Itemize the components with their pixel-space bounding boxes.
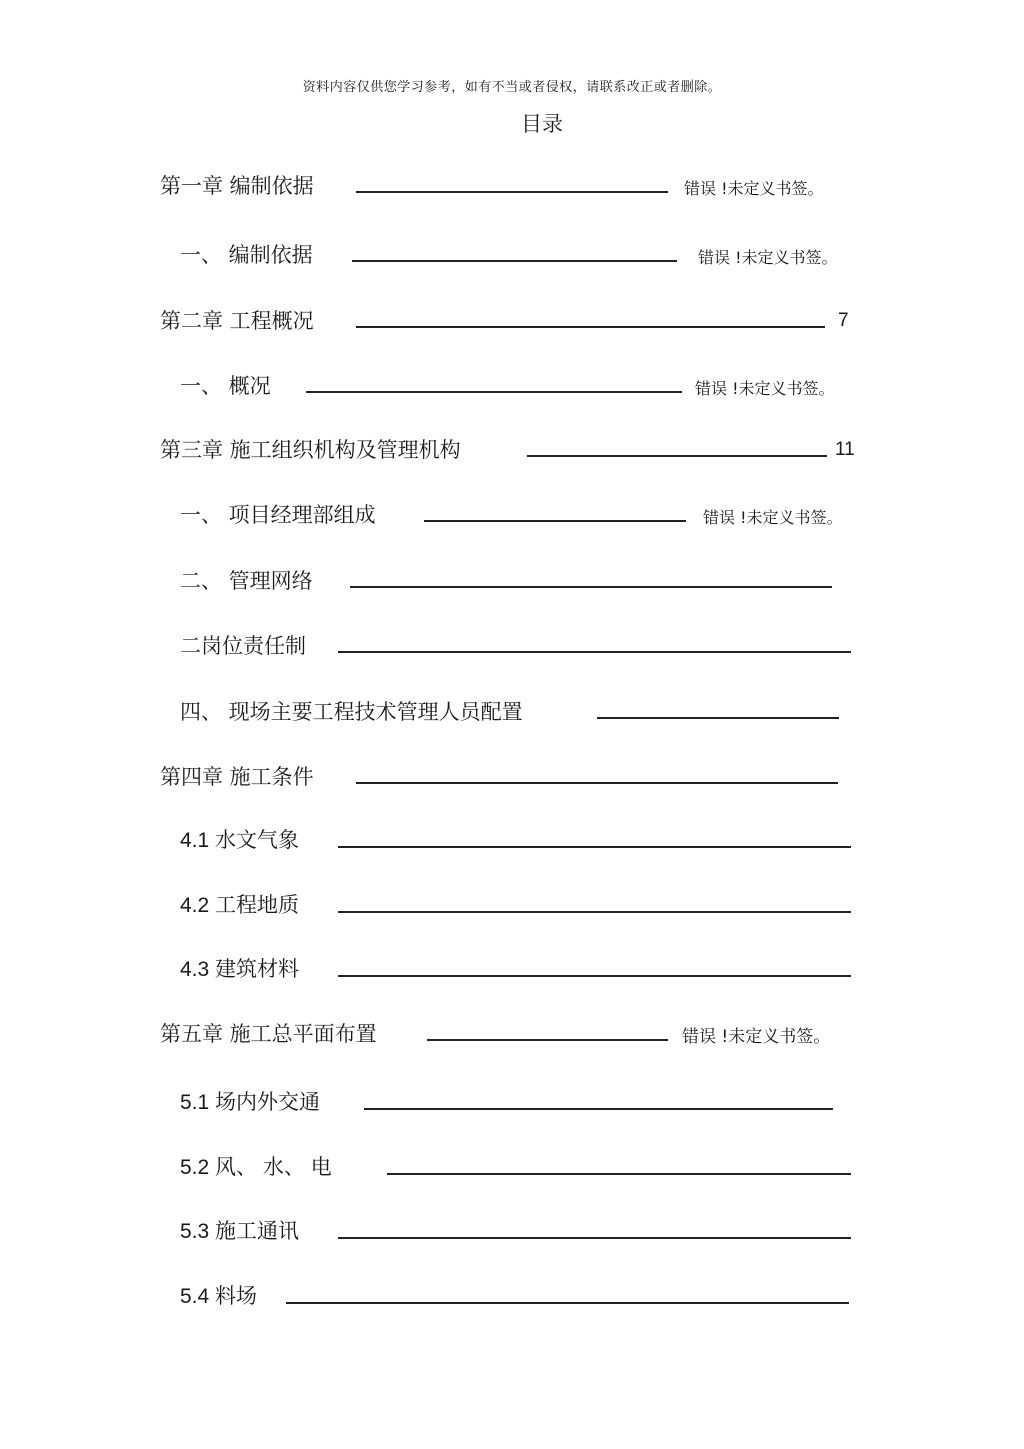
toc-entry-label: 第五章 施工总平面布置 bbox=[160, 1022, 377, 1046]
toc-entry[interactable] bbox=[160, 762, 860, 792]
toc-leader-line bbox=[338, 911, 851, 913]
toc-leader-line bbox=[427, 1039, 668, 1041]
toc-entry-label: 一、 编制依据 bbox=[180, 243, 313, 267]
toc-entry[interactable] bbox=[160, 435, 860, 465]
toc-entry[interactable] bbox=[180, 240, 860, 270]
toc-entry-page: 错误 !未定义书签。 bbox=[695, 379, 835, 398]
toc-entry-label: 4.3 建筑材料 bbox=[180, 958, 300, 981]
toc-entry-label: 二岗位责任制 bbox=[180, 634, 306, 658]
toc-leader-line bbox=[338, 846, 851, 848]
toc-entry[interactable] bbox=[180, 891, 860, 921]
toc-entry-page: 错误 !未定义书签。 bbox=[684, 179, 824, 198]
toc-leader-line bbox=[306, 391, 682, 393]
toc-entry[interactable] bbox=[160, 1019, 860, 1049]
toc-entry[interactable] bbox=[180, 371, 860, 401]
toc-entry[interactable] bbox=[180, 500, 860, 530]
toc-leader-line bbox=[350, 586, 832, 588]
toc-entry-label: 一、 项目经理部组成 bbox=[180, 503, 376, 527]
toc-entry[interactable] bbox=[180, 955, 860, 985]
toc-entry[interactable] bbox=[160, 171, 860, 201]
toc-leader-line bbox=[424, 520, 686, 522]
toc-entry-label: 四、 现场主要工程技术管理人员配置 bbox=[180, 700, 523, 724]
toc-entry-label: 二、 管理网络 bbox=[180, 569, 313, 593]
toc-entry-label: 4.2 工程地质 bbox=[180, 894, 300, 917]
toc-leader-line bbox=[352, 260, 677, 262]
toc-entry-label: 4.1 水文气象 bbox=[180, 829, 300, 852]
toc-leader-line bbox=[527, 455, 827, 457]
toc-entry-label: 5.4 料场 bbox=[180, 1285, 258, 1308]
toc-entry-label: 5.2 风、 水、 电 bbox=[180, 1156, 332, 1179]
toc-entry[interactable] bbox=[180, 631, 860, 661]
toc-entry[interactable] bbox=[180, 697, 860, 727]
toc-entry-page: 错误 !未定义书签。 bbox=[682, 1027, 831, 1047]
toc-leader-line bbox=[387, 1173, 851, 1175]
toc-leader-line bbox=[356, 782, 838, 784]
toc-entry[interactable] bbox=[180, 1153, 860, 1183]
toc-entry-label: 第二章 工程概况 bbox=[160, 309, 314, 333]
copyright-notice: 资料内容仅供您学习参考，如有不当或者侵权，请联系改正或者删除。 bbox=[302, 80, 722, 95]
toc-entry-page: 7 bbox=[838, 310, 849, 331]
toc-entry[interactable] bbox=[180, 826, 860, 856]
toc-entry-label: 5.1 场内外交通 bbox=[180, 1091, 321, 1114]
toc-title: 目录 bbox=[521, 112, 563, 136]
toc-entry-page: 错误 !未定义书签。 bbox=[703, 508, 843, 527]
toc-entry-page: 错误 !未定义书签。 bbox=[698, 248, 838, 267]
toc-leader-line bbox=[338, 975, 851, 977]
toc-entry[interactable] bbox=[180, 1217, 860, 1247]
toc-entry-label: 5.3 施工通讯 bbox=[180, 1220, 300, 1243]
toc-leader-line bbox=[356, 191, 668, 193]
toc-entry-label: 第四章 施工条件 bbox=[160, 765, 314, 789]
toc-leader-line bbox=[597, 717, 839, 719]
toc-leader-line bbox=[338, 1237, 851, 1239]
toc-entry-label: 一、 概况 bbox=[180, 374, 271, 398]
toc-leader-line bbox=[338, 651, 851, 653]
toc-entry-label: 第一章 编制依据 bbox=[160, 174, 314, 198]
toc-leader-line bbox=[356, 326, 825, 328]
toc-entry[interactable] bbox=[180, 1282, 860, 1312]
toc-entry[interactable] bbox=[180, 566, 860, 596]
toc-leader-line bbox=[286, 1302, 849, 1304]
toc-leader-line bbox=[364, 1108, 833, 1110]
toc-entry[interactable] bbox=[160, 306, 860, 336]
toc-entry-page: 11 bbox=[835, 439, 855, 460]
toc-entry[interactable] bbox=[180, 1088, 860, 1118]
toc-entry-label: 第三章 施工组织机构及管理机构 bbox=[160, 438, 461, 462]
